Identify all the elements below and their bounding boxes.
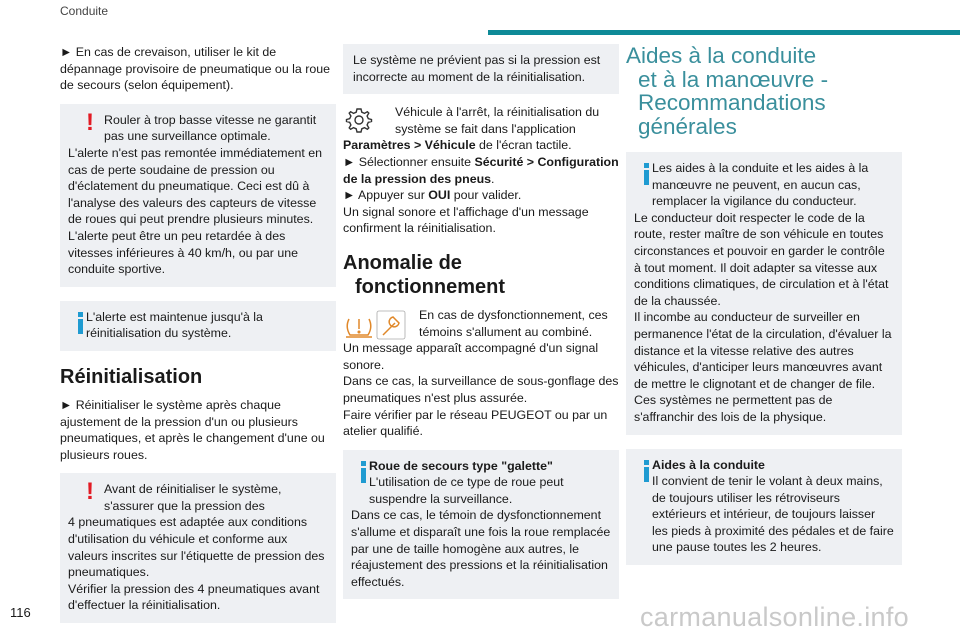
heading-reinitialisation: Réinitialisation	[60, 365, 203, 388]
warning-body: Vérifier la pression des 4 pneumatiques avant d'effectuer la réinitialisation.	[68, 581, 320, 613]
info-text: Il convient de tenir le volant à deux mains, de toujours utiliser les rétroviseurs extérieurs et intérieur, de toujours laisser les pieds à proximité des pédales et de faire une pause toutes les 2 heures.	[652, 474, 894, 555]
info-text: Le système ne prévient pas si la pression est incorrecte au moment de la réinitialisation.	[353, 53, 601, 84]
reinit-paragraph: ► Réinitialiser le système après chaque ajustement de la pression d'un ou plusieurs pneumatiques, et après le changement d'une ou plusieurs roues.	[60, 397, 325, 462]
confirm-text: Un signal sonore et l'affichage d'un message confirment la réinitialisation.	[343, 204, 589, 236]
info-icon	[644, 460, 650, 482]
gear-rest: de l'écran tactile.	[475, 138, 572, 153]
step3-prefix: ► Appuyer sur	[343, 188, 429, 203]
info-text: Le conducteur doit respecter le code de la route, rester maître de son véhicule en toutes circonstances et pouvoir en garder le contrôle à tout moment. Il doit adapter sa vitesse aux conditions climatiques, de circulation et à l'état de la chaussée.	[634, 210, 889, 308]
info-icon	[644, 163, 650, 185]
reinit-steps	[343, 104, 619, 237]
info-title: Roue de secours type "galette"	[369, 458, 553, 473]
warning-lead: Avant de réinitialiser le système, s'assurer que la pression des	[104, 482, 282, 513]
warning-box-vitesse	[60, 104, 336, 287]
header-accent-bar	[488, 30, 960, 35]
heading-line: Aides à la conduite	[626, 43, 817, 68]
exclamation-icon: !	[86, 478, 94, 506]
info-title: Aides à la conduite	[652, 457, 765, 472]
exclamation-icon: !	[86, 108, 94, 136]
section-title: Conduite	[60, 4, 109, 18]
info-text: Il incombe au conducteur de surveiller en permanence l'état de la circulation, d'évaluer la distance et la vitesse relative des autres véhicules, d'anticiper leurs manœuvres avant de mettre le clignotant et de changer de file.	[634, 310, 892, 391]
heading-line: générales	[638, 113, 737, 139]
warning-body: 4 pneumatiques est adaptée aux conditions d'utilisation du véhicule et conforme aux valeurs inscrites sur l'étiquette de pression des pneumatiques.	[68, 515, 325, 580]
anomalie-p1: Un message apparaît accompagné d'un signal sonore.	[343, 341, 599, 372]
step2-suffix: .	[491, 171, 495, 186]
warning-body: L'alerte n'est pas remontée immédiatement en cas de perte soudaine de pression ou d'éclatement du pneumatique. Ceci est dû à l'analyse des valeurs des capteurs de vitesse de roues qui peut prendre plusieurs minutes. L'alerte peut être un peu retardée à des vitesses inférieures à 40 km/h, ou par une conduite sportive.	[68, 145, 323, 277]
info-box-aides-conduite	[626, 449, 902, 566]
info-box-galette	[343, 450, 619, 600]
path-vehicule: Paramètres > Véhicule	[343, 138, 476, 153]
path-securite: Sécurité > Configuration de la pression des pneus	[343, 154, 619, 186]
step3-suffix: pour valider.	[450, 188, 522, 203]
heading-anomalie	[343, 251, 619, 299]
info-box-alerte	[60, 301, 336, 351]
heading-anomalie-line1: Anomalie de	[343, 251, 462, 274]
oui-label: OUI	[428, 188, 451, 203]
gear-icon	[343, 106, 375, 134]
crevaison-paragraph: ► En cas de crevaison, utiliser le kit de dépannage provisoire de pneumatique ou la roue de secours (selon équipement).	[60, 45, 331, 93]
info-box-pression	[343, 44, 619, 94]
anomalie-p3: Faire vérifier par le réseau PEUGEOT ou par un atelier qualifié.	[343, 407, 608, 439]
watermark: carmanualsonline.info	[640, 602, 909, 632]
heading-aides	[626, 44, 902, 138]
anomalie-p2: Dans ce cas, la surveillance de sous-gonflage des pneumatiques n'est plus assurée.	[343, 374, 619, 405]
step2-prefix: ► Sélectionner ensuite	[343, 154, 475, 169]
anomalie-lead: En cas de dysfonctionnement, ces témoins s'allument au combiné.	[419, 307, 608, 339]
heading-line: Recommandations	[638, 90, 826, 115]
info-icon	[361, 461, 367, 483]
tire-pressure-warning-icon	[343, 309, 407, 341]
column-3	[626, 44, 902, 579]
info-lead: Les aides à la conduite et les aides à la manœuvre ne peuvent, en aucun cas, remplacer la vigilance du conducteur.	[652, 161, 869, 209]
warning-lead: Rouler à trop basse vitesse ne garantit pas une surveillance optimale.	[104, 112, 317, 144]
info-text: Ces systèmes ne permettent pas de s'affranchir des lois de la physique.	[634, 393, 833, 424]
warning-box-reinit	[60, 473, 336, 623]
column-1	[60, 44, 336, 637]
info-text: L'alerte est maintenue jusqu'à la réinitialisation du système.	[86, 309, 263, 341]
gear-lead: Véhicule à l'arrêt, la réinitialisation du système se fait dans l'application	[395, 105, 600, 136]
info-box-recommandations	[626, 152, 902, 435]
heading-anomalie-line2: fonctionnement	[355, 275, 505, 298]
anomalie-block	[343, 307, 619, 440]
info-text: Dans ce cas, le témoin de dysfonctionnement s'allume et disparaît une fois la roue remplacée par une de taille homogène aux autres, le réajustement des pressions et la réinitialisation effectués.	[351, 508, 611, 589]
info-icon	[78, 312, 84, 334]
heading-line: et à la manœuvre -	[638, 66, 829, 92]
page-number: 116	[10, 605, 31, 620]
info-text: L'utilisation de ce type de roue peut suspendre la surveillance.	[369, 475, 564, 506]
column-2	[343, 44, 619, 613]
